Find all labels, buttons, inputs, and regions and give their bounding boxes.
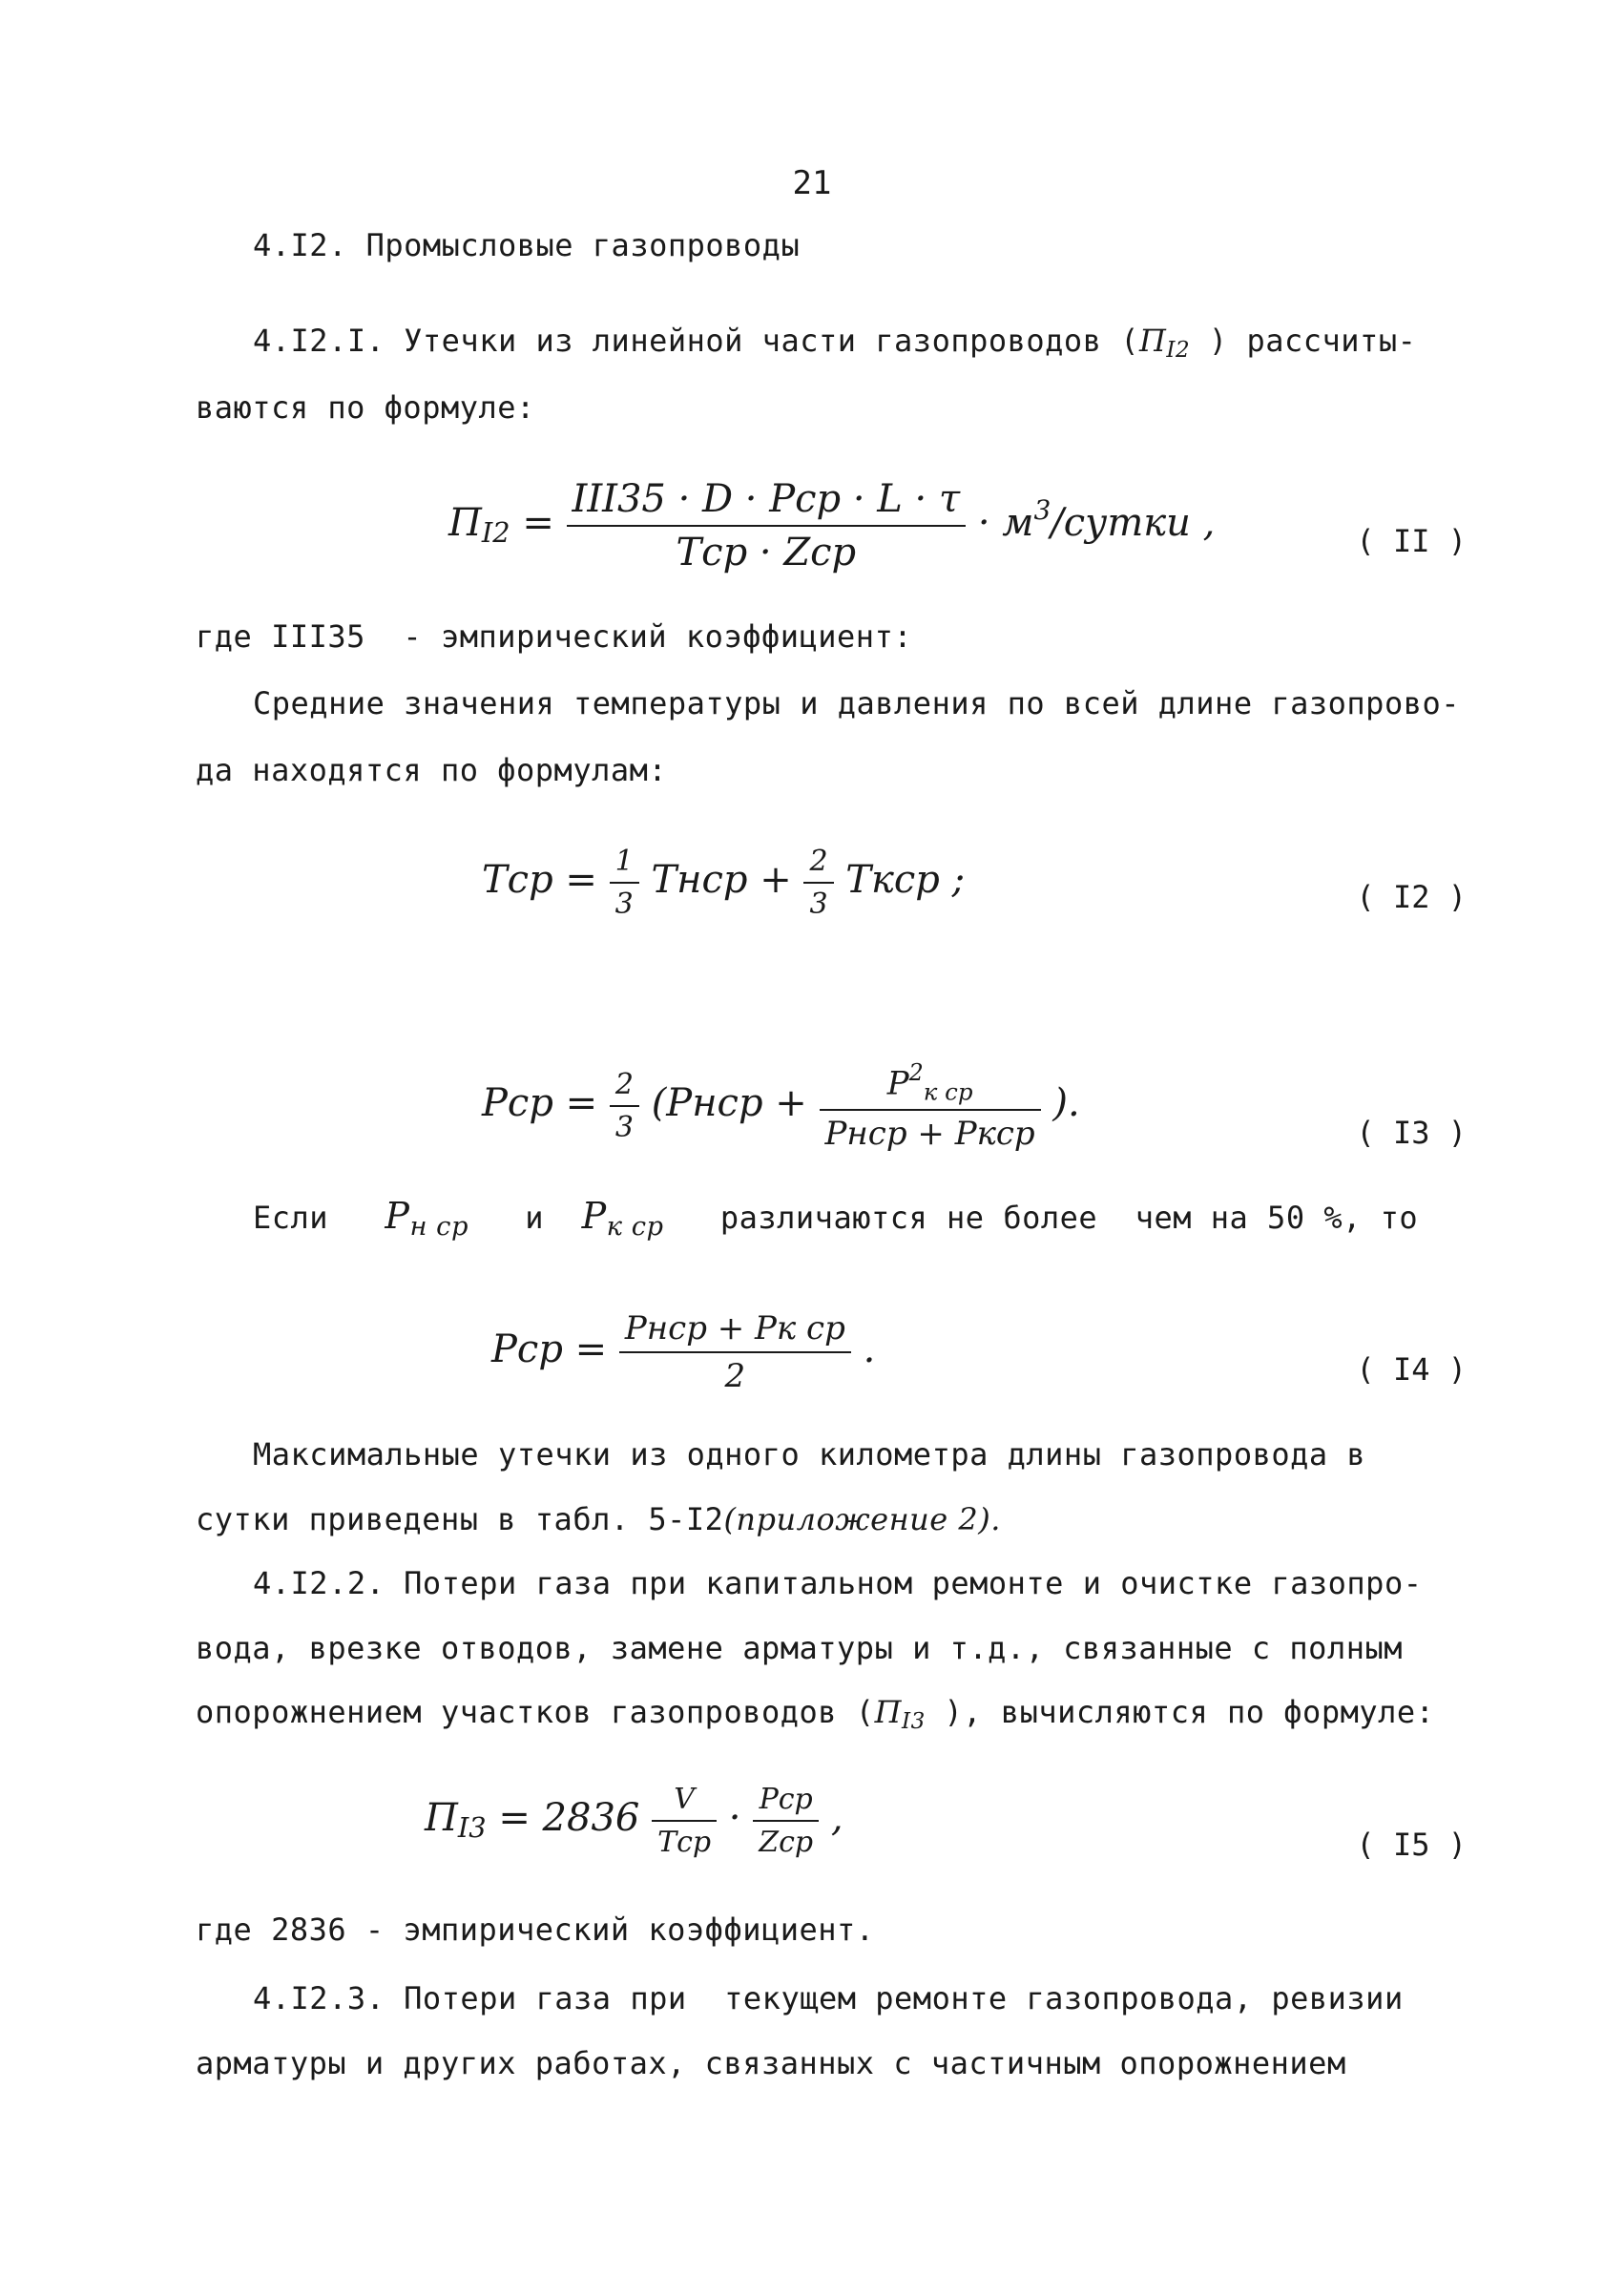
eq-end: ; bbox=[951, 858, 966, 902]
text-span: опорожнением участков газопроводов ( bbox=[196, 1694, 875, 1730]
text-span: различаются не более чем на 50 %, то bbox=[719, 1200, 1419, 1236]
eq-numerator: 2 bbox=[610, 1068, 639, 1107]
eq-plus: + bbox=[775, 1081, 807, 1126]
text-span: и bbox=[525, 1200, 545, 1236]
paragraph-line: 4.I2.2. Потери газа при капитальном ремонте и очистке газопро- bbox=[253, 1565, 1423, 1601]
equation-body bbox=[491, 1309, 875, 1395]
eq-lhs: Pср bbox=[482, 1081, 553, 1126]
eq-denominator: Tср · Zср bbox=[676, 531, 857, 574]
text-span: ) рассчиты- bbox=[1208, 323, 1417, 359]
symbol-letter: П bbox=[874, 1694, 902, 1730]
eq-equals: = bbox=[565, 858, 597, 902]
paragraph-line: да находятся по формулам: bbox=[196, 752, 668, 788]
eq-equals: = bbox=[498, 1796, 531, 1840]
paragraph-line bbox=[253, 1195, 1418, 1242]
symbol-p12 bbox=[1138, 323, 1191, 363]
eq-numerator: 2 bbox=[803, 845, 833, 884]
paragraph-line bbox=[253, 323, 1416, 363]
eq-equals: = bbox=[574, 1327, 608, 1371]
eq-lhs-sub: I3 bbox=[457, 1811, 487, 1845]
page-number: 21 bbox=[792, 164, 832, 202]
text-span: (приложение 2). bbox=[723, 1501, 1001, 1537]
eq-numerator: III35 · D · Pср · L · τ bbox=[567, 477, 967, 527]
symbol-subscript: н ср bbox=[409, 1211, 468, 1242]
eq-fraction bbox=[753, 1783, 819, 1859]
eq-lhs: Tср bbox=[482, 858, 553, 902]
eq-fraction bbox=[619, 1309, 851, 1395]
eq-denominator: Tср bbox=[657, 1826, 712, 1859]
equation-number: ( I4 ) bbox=[1356, 1351, 1467, 1388]
eq-num-sub: к ср bbox=[923, 1077, 973, 1106]
paragraph-line: Максимальные утечки из одного километра длины газопровода в bbox=[253, 1436, 1366, 1473]
symbol-subscript: к ср bbox=[606, 1211, 664, 1242]
eq-lhs: П bbox=[425, 1796, 458, 1840]
symbol-subscript: I3 bbox=[901, 1708, 926, 1734]
eq-equals: = bbox=[522, 501, 554, 545]
paragraph-line: Средние значения температуры и давления по всей длине газопрово- bbox=[253, 685, 1460, 721]
equation-11 bbox=[0, 477, 1624, 592]
eq-term: Pнср bbox=[666, 1081, 763, 1126]
eq-dot: · bbox=[977, 501, 990, 545]
symbol-p13 bbox=[874, 1694, 926, 1734]
eq-plus: + bbox=[760, 858, 792, 902]
text-span: Если bbox=[253, 1200, 329, 1236]
paragraph-line: где III35 - эмпирический коэффициент: bbox=[196, 618, 913, 655]
text-span: 4.I2.I. Утечки из линейной части газопроводов ( bbox=[253, 323, 1139, 359]
paragraph-line: арматуры и других работах, связанных с частичным опорожнением bbox=[196, 2045, 1346, 2081]
equation-14 bbox=[0, 1309, 1624, 1424]
eq-denominator: Pнср + Pкср bbox=[824, 1115, 1035, 1154]
equation-number: ( I5 ) bbox=[1356, 1827, 1467, 1863]
eq-paren: ( bbox=[651, 1081, 667, 1126]
eq-unit-sup: 3 bbox=[1033, 494, 1051, 527]
eq-paren: ). bbox=[1052, 1081, 1080, 1126]
equation-13 bbox=[0, 1059, 1624, 1183]
paragraph-line bbox=[196, 1694, 1434, 1734]
text-span: сутки приведены в табл. 5-I2 bbox=[196, 1501, 724, 1537]
eq-numerator: Pср bbox=[753, 1783, 819, 1822]
equation-body bbox=[482, 1059, 1080, 1153]
eq-numerator bbox=[820, 1059, 1041, 1111]
paragraph-line: 4.I2.3. Потери газа при текущем ремонте газопровода, ревизии bbox=[253, 1980, 1404, 2016]
eq-end: , bbox=[830, 1796, 843, 1840]
equation-15 bbox=[0, 1783, 1624, 1907]
eq-lhs: Pср bbox=[491, 1327, 563, 1371]
equation-number: ( I3 ) bbox=[1356, 1115, 1467, 1151]
eq-numerator: V bbox=[652, 1783, 717, 1822]
eq-unit-rest: /сутки , bbox=[1051, 501, 1216, 545]
eq-denominator: 3 bbox=[809, 888, 828, 921]
paragraph-line: где 2836 - эмпирический коэффициент. bbox=[196, 1911, 875, 1948]
eq-term: Tнср bbox=[651, 858, 748, 902]
eq-fraction bbox=[652, 1783, 717, 1859]
symbol-letter: P bbox=[581, 1195, 607, 1237]
eq-denominator: 3 bbox=[614, 1111, 634, 1145]
paragraph-line: ваются по формуле: bbox=[196, 389, 535, 426]
symbol-letter: П bbox=[1138, 323, 1167, 359]
eq-end: . bbox=[863, 1327, 876, 1371]
eq-term: Tкср bbox=[845, 858, 940, 902]
section-heading: 4.I2. Промысловые газопроводы bbox=[253, 227, 801, 263]
equation-body bbox=[482, 845, 965, 921]
eq-lhs: П bbox=[448, 501, 482, 545]
equation-body bbox=[448, 477, 1215, 574]
symbol-letter: P bbox=[385, 1195, 410, 1237]
eq-fraction bbox=[610, 1068, 639, 1144]
symbol-pk bbox=[581, 1195, 664, 1242]
paragraph-line bbox=[196, 1501, 1001, 1537]
eq-num-sup: 2 bbox=[908, 1059, 924, 1086]
eq-coefficient: 2836 bbox=[542, 1796, 640, 1840]
eq-fraction bbox=[820, 1059, 1041, 1153]
eq-fraction bbox=[610, 845, 639, 921]
eq-lhs-sub: I2 bbox=[481, 516, 510, 550]
equation-12 bbox=[0, 845, 1624, 959]
eq-numerator: Pнср + Pк ср bbox=[619, 1309, 851, 1353]
eq-denominator: 3 bbox=[614, 888, 634, 921]
paragraph-line: вода, врезке отводов, замене арматуры и т.д., связанные с полным bbox=[196, 1630, 1403, 1666]
eq-numerator: 1 bbox=[610, 845, 639, 884]
symbol-subscript: I2 bbox=[1166, 337, 1191, 363]
equation-number: ( I2 ) bbox=[1356, 879, 1467, 915]
symbol-pn bbox=[385, 1195, 468, 1242]
eq-fraction bbox=[567, 477, 967, 574]
eq-fraction bbox=[803, 845, 833, 921]
text-span: ), вычисляются по формуле: bbox=[944, 1694, 1435, 1730]
eq-unit: м bbox=[1002, 501, 1034, 545]
eq-num-p: P bbox=[886, 1064, 909, 1103]
eq-equals: = bbox=[565, 1081, 598, 1126]
equation-number: ( II ) bbox=[1356, 523, 1467, 559]
equation-body bbox=[425, 1783, 843, 1859]
eq-denominator: 2 bbox=[724, 1357, 746, 1395]
eq-dot: · bbox=[728, 1796, 741, 1840]
eq-denominator: Zср bbox=[759, 1826, 814, 1859]
